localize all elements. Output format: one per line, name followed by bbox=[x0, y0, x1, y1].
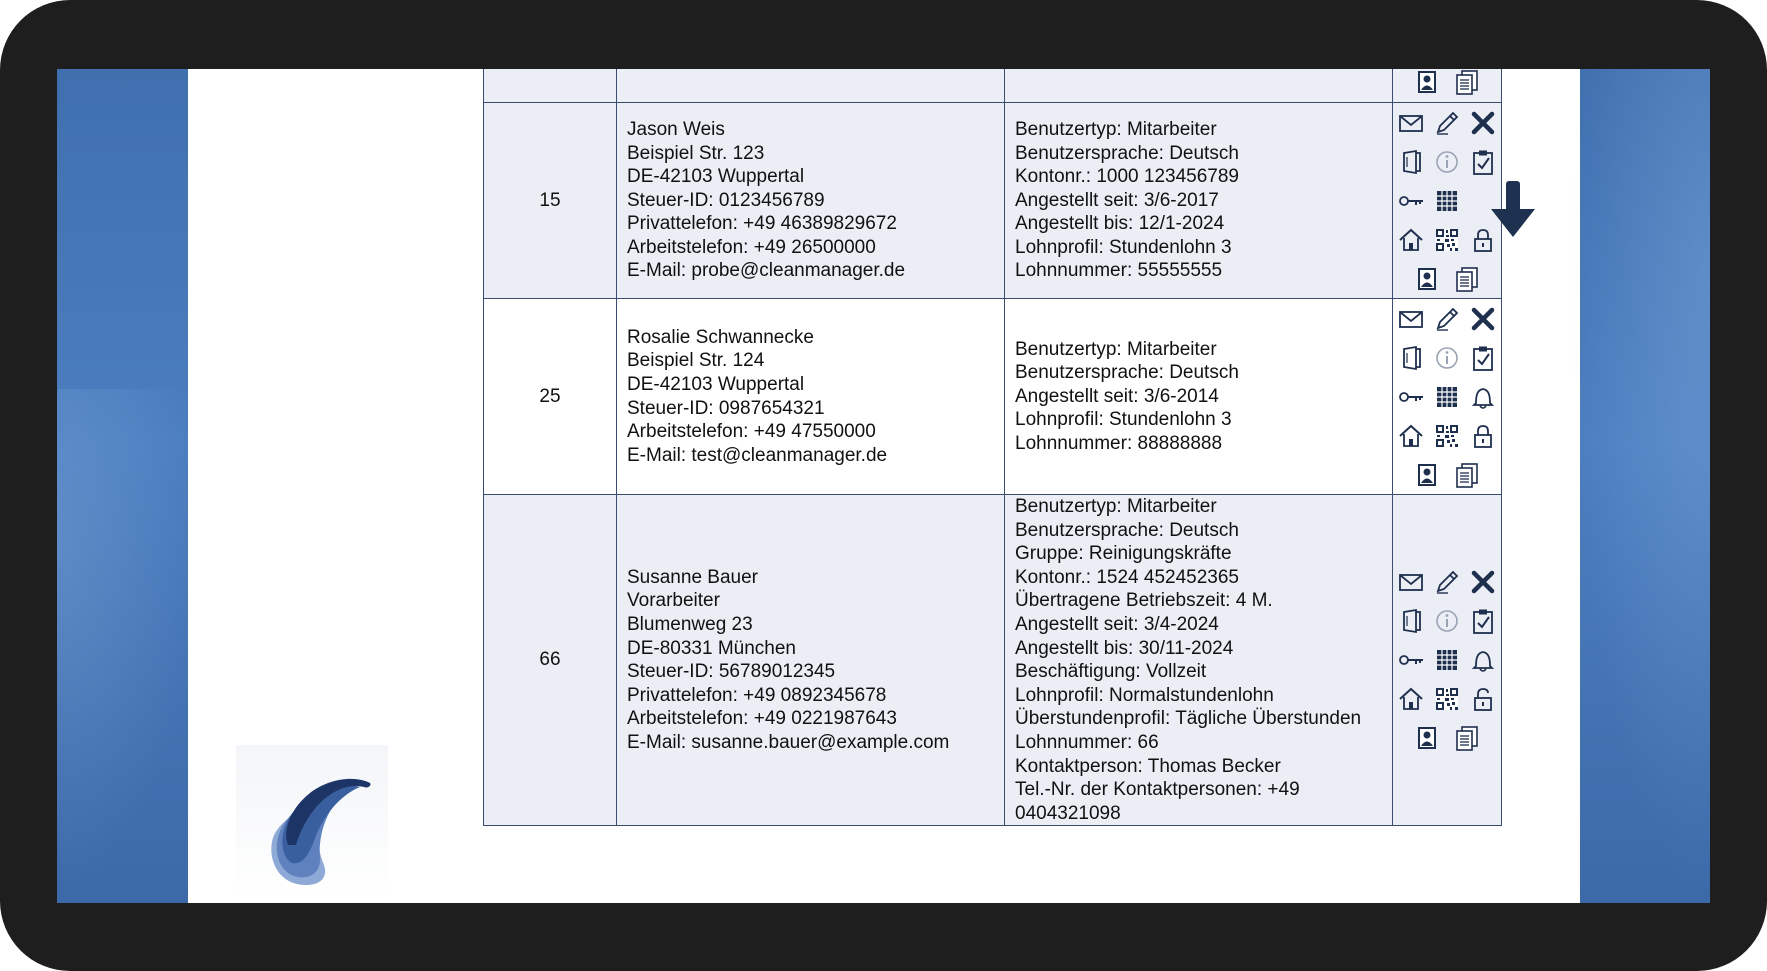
info-line: Lohnnummer: 66 bbox=[1015, 731, 1159, 753]
door-icon[interactable] bbox=[1397, 148, 1425, 176]
door-icon[interactable] bbox=[1397, 607, 1425, 635]
info-line: Kontaktperson: Thomas Becker bbox=[1015, 755, 1281, 777]
documents-icon[interactable] bbox=[1453, 69, 1481, 96]
address-line: DE-42103 Wuppertal bbox=[627, 373, 805, 395]
info-line: Angestellt seit: 3/6-2014 bbox=[1015, 385, 1219, 407]
user-row bbox=[484, 495, 1502, 826]
user-info-cell bbox=[1005, 299, 1393, 495]
mail-icon[interactable] bbox=[1397, 305, 1425, 333]
user-actions-cell bbox=[1393, 69, 1502, 103]
card-and-docs-group bbox=[1413, 265, 1481, 293]
qr-code-icon[interactable] bbox=[1433, 422, 1461, 450]
info-line: Angestellt bis: 30/11-2024 bbox=[1015, 637, 1234, 659]
address-line: E-Mail: test@cleanmanager.de bbox=[627, 444, 888, 466]
mail-icon[interactable] bbox=[1397, 568, 1425, 596]
address-line: DE-42103 Wuppertal bbox=[627, 166, 805, 188]
address-line: Jason Weis bbox=[627, 118, 725, 140]
address-line: Rosalie Schwannecke bbox=[627, 326, 814, 348]
info-line: Gruppe: Reinigungskräfte bbox=[1015, 543, 1232, 565]
user-actions-cell bbox=[1393, 299, 1502, 495]
app-logo[interactable] bbox=[236, 745, 388, 903]
info-line: Benutzersprache: Deutsch bbox=[1015, 519, 1239, 541]
edit-pencil-icon[interactable] bbox=[1433, 305, 1461, 333]
info-icon[interactable] bbox=[1433, 148, 1461, 176]
user-address-cell bbox=[617, 103, 1005, 299]
info-line: Benutzertyp: Mitarbeiter bbox=[1015, 496, 1217, 517]
edit-pencil-icon[interactable] bbox=[1433, 109, 1461, 137]
highlight-arrow-icon bbox=[1491, 181, 1535, 237]
info-line: Lohnprofil: Stundenlohn 3 bbox=[1015, 409, 1232, 431]
info-line: Benutzersprache: Deutsch bbox=[1015, 142, 1239, 164]
action-icons bbox=[1393, 299, 1501, 494]
info-line: Lohnprofil: Stundenlohn 3 bbox=[1015, 236, 1232, 258]
info-line: Beschäftigung: Vollzeit bbox=[1015, 661, 1207, 683]
info-line: Lohnnummer: 55555555 bbox=[1015, 260, 1223, 282]
info-line: Lohnprofil: Normalstundenlohn bbox=[1015, 684, 1274, 706]
calculator-icon[interactable] bbox=[1433, 383, 1461, 411]
address-line: Arbeitstelefon: +49 26500000 bbox=[627, 236, 876, 258]
card-and-docs-group bbox=[1413, 724, 1481, 752]
key-icon[interactable] bbox=[1397, 187, 1425, 215]
info-icon[interactable] bbox=[1433, 344, 1461, 372]
content-area bbox=[442, 69, 1580, 903]
clipboard-check-icon[interactable] bbox=[1469, 607, 1497, 635]
user-row bbox=[484, 103, 1502, 299]
user-info-cell bbox=[1005, 103, 1393, 299]
address-line: E-Mail: susanne.bauer@example.com bbox=[627, 731, 950, 753]
qr-code-icon[interactable] bbox=[1433, 685, 1461, 713]
user-address-cell bbox=[617, 69, 1005, 103]
qr-code-icon[interactable] bbox=[1433, 226, 1461, 254]
info-line: Überstundenprofil: Tägliche Überstunden bbox=[1015, 708, 1362, 730]
address-line: Beispiel Str. 123 bbox=[627, 142, 765, 164]
key-icon[interactable] bbox=[1397, 383, 1425, 411]
employee-card-icon[interactable] bbox=[1413, 461, 1441, 489]
user-actions-cell bbox=[1393, 103, 1502, 299]
info-line: Kontonr.: 1524 452452365 bbox=[1015, 566, 1239, 588]
documents-icon[interactable] bbox=[1453, 461, 1481, 489]
documents-icon[interactable] bbox=[1453, 265, 1481, 293]
user-number bbox=[484, 69, 617, 103]
address-line: Steuer-ID: 56789012345 bbox=[627, 661, 836, 683]
door-icon[interactable] bbox=[1397, 344, 1425, 372]
user-number: 15 bbox=[484, 103, 617, 299]
delete-x-icon[interactable] bbox=[1469, 305, 1497, 333]
clipboard-check-icon[interactable] bbox=[1469, 148, 1497, 176]
address-line: E-Mail: probe@cleanmanager.de bbox=[627, 260, 906, 282]
home-icon[interactable] bbox=[1397, 422, 1425, 450]
key-icon[interactable] bbox=[1397, 646, 1425, 674]
info-line: Angestellt seit: 3/4-2024 bbox=[1015, 613, 1219, 635]
lock-open-icon[interactable] bbox=[1469, 685, 1497, 713]
info-line: Angestellt bis: 12/1-2024 bbox=[1015, 213, 1225, 235]
address-line: Beispiel Str. 124 bbox=[627, 350, 765, 372]
user-number: 25 bbox=[484, 299, 617, 495]
address-line: Steuer-ID: 0987654321 bbox=[627, 397, 825, 419]
user-actions-cell bbox=[1393, 495, 1502, 826]
delete-x-icon[interactable] bbox=[1469, 109, 1497, 137]
bell-icon[interactable] bbox=[1469, 646, 1497, 674]
employee-card-icon[interactable] bbox=[1413, 724, 1441, 752]
address-line: Arbeitstelefon: +49 47550000 bbox=[627, 421, 876, 443]
address-line: Privattelefon: +49 0892345678 bbox=[627, 684, 887, 706]
address-line: Blumenweg 23 bbox=[627, 613, 753, 635]
address-line: Susanne Bauer bbox=[627, 566, 758, 588]
info-line: Benutzertyp: Mitarbeiter bbox=[1015, 118, 1217, 140]
address-line: Steuer-ID: 0123456789 bbox=[627, 189, 825, 211]
edit-pencil-icon[interactable] bbox=[1433, 568, 1461, 596]
user-info-cell bbox=[1005, 69, 1393, 103]
info-icon[interactable] bbox=[1433, 607, 1461, 635]
info-line: Benutzertyp: Mitarbeiter bbox=[1015, 338, 1217, 360]
app-page bbox=[188, 69, 1580, 903]
user-address-cell bbox=[617, 299, 1005, 495]
clipboard-check-icon[interactable] bbox=[1469, 344, 1497, 372]
action-icons bbox=[1393, 563, 1501, 758]
address-line: Privattelefon: +49 46389829672 bbox=[627, 213, 897, 235]
mail-icon[interactable] bbox=[1397, 109, 1425, 137]
home-icon[interactable] bbox=[1397, 226, 1425, 254]
info-line: Übertragene Betriebszeit: 4 M. bbox=[1015, 590, 1273, 612]
employee-card-icon[interactable] bbox=[1413, 69, 1441, 96]
address-line: Vorarbeiter bbox=[627, 590, 720, 612]
user-address-cell bbox=[617, 495, 1005, 826]
user-row bbox=[484, 299, 1502, 495]
calculator-icon[interactable] bbox=[1433, 187, 1461, 215]
home-icon[interactable] bbox=[1397, 685, 1425, 713]
address-line: DE-80331 München bbox=[627, 637, 796, 659]
action-icons bbox=[1393, 103, 1501, 298]
info-line: Kontonr.: 1000 123456789 bbox=[1015, 166, 1239, 188]
user-row bbox=[484, 69, 1502, 103]
employee-card-icon[interactable] bbox=[1413, 265, 1441, 293]
action-icons bbox=[1393, 69, 1501, 102]
delete-x-icon[interactable] bbox=[1469, 568, 1497, 596]
info-line: Benutzersprache: Deutsch bbox=[1015, 362, 1239, 384]
lock-closed-icon[interactable] bbox=[1469, 422, 1497, 450]
info-line: Lohnnummer: 88888888 bbox=[1015, 432, 1223, 454]
sidebar bbox=[188, 69, 443, 903]
users-table bbox=[483, 69, 1502, 826]
card-and-docs-group bbox=[1413, 461, 1481, 489]
address-line: Arbeitstelefon: +49 0221987643 bbox=[627, 708, 897, 730]
user-number: 66 bbox=[484, 495, 617, 826]
user-info-cell bbox=[1005, 495, 1393, 826]
info-line: Tel.-Nr. der Kontaktpersonen: +49 0404321098 bbox=[1015, 779, 1300, 824]
info-line: Angestellt seit: 3/6-2017 bbox=[1015, 189, 1219, 211]
calculator-icon[interactable] bbox=[1433, 646, 1461, 674]
bell-icon[interactable] bbox=[1469, 383, 1497, 411]
screen bbox=[57, 69, 1710, 903]
documents-icon[interactable] bbox=[1453, 724, 1481, 752]
feather-logo-icon bbox=[236, 745, 388, 903]
